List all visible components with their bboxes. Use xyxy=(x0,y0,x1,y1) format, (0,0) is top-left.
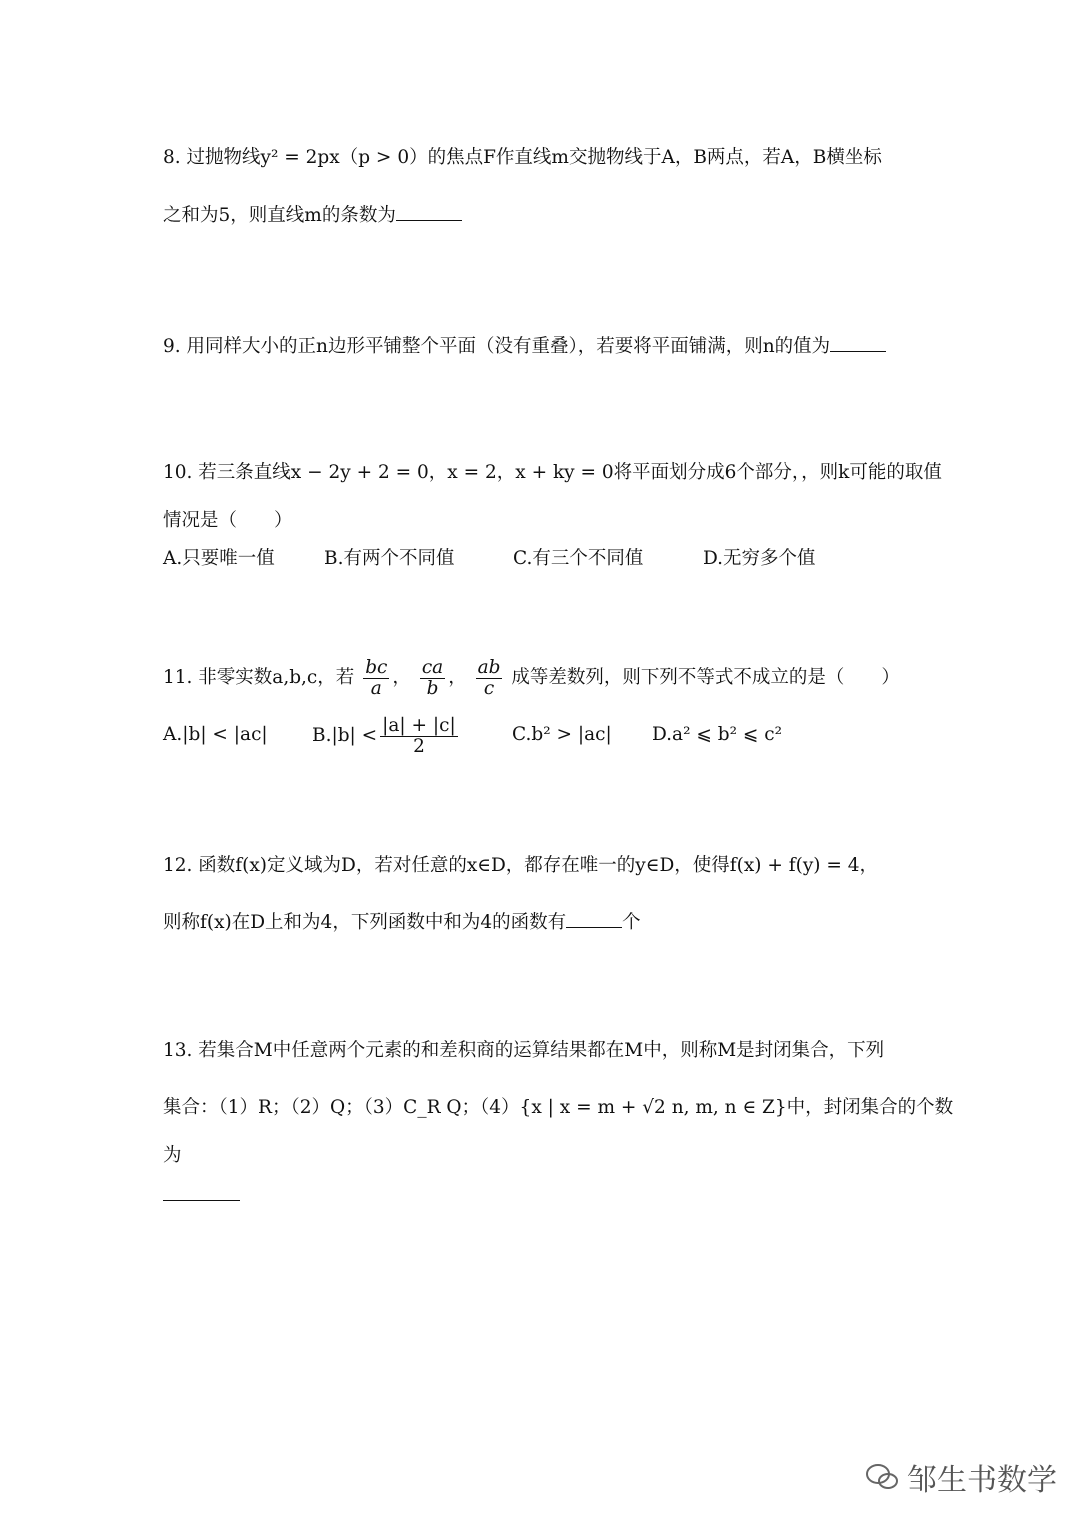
numerator: |a| + |c| xyxy=(382,714,456,736)
fraction xyxy=(380,716,458,757)
fraction xyxy=(476,658,503,699)
answer-blank xyxy=(163,1180,240,1201)
q9-text: 9. 用同样大小的正n边形平铺整个平面（没有重叠），若要将平面铺满，则n的值为 xyxy=(163,336,831,357)
q11-option-b xyxy=(312,712,461,760)
answer-blank xyxy=(566,909,622,928)
q8-line1: 8. 过抛物线y² = 2px（p > 0）的焦点F作直线m交抛物线于A，B两点，若A，B横坐标 xyxy=(163,147,882,168)
q11-option-a: A.|b| < |ac| xyxy=(163,724,268,745)
denominator: b xyxy=(426,677,439,699)
q10-option-d: D.无穷多个值 xyxy=(703,548,816,569)
answer-blank xyxy=(396,202,462,221)
watermark-text: 邹生书数学 xyxy=(907,1463,1057,1498)
q12-line2 xyxy=(163,909,641,935)
q11-option-d: D.a² ⩽ b² ⩽ c² xyxy=(652,724,783,745)
sep: ， xyxy=(392,667,411,688)
denominator: c xyxy=(483,677,495,699)
numerator: bc xyxy=(365,656,388,678)
denominator: 2 xyxy=(413,735,425,757)
q13-line1: 13. 若集合M中任意两个元素的和差积商的运算结果都在M中，则称M是封闭集合，下列 xyxy=(163,1040,885,1061)
fraction xyxy=(363,658,389,699)
q10-option-c: C.有三个不同值 xyxy=(513,548,644,569)
q10-option-a: A.只要唯一值 xyxy=(163,548,275,569)
denominator: a xyxy=(370,677,382,699)
numerator: ab xyxy=(477,656,501,678)
q9-line1 xyxy=(163,333,886,359)
watermark xyxy=(865,1455,1057,1499)
q12-unit: 个 xyxy=(622,912,641,933)
numerator: ca xyxy=(421,656,444,678)
q11-prefix: 11. 非零实数a,b,c，若 xyxy=(163,667,355,688)
sep: ， xyxy=(448,667,467,688)
q13-line2: 集合：（1）R；（2）Q；（3）C_R Q；（4）{x | x = m + √2 n, m, n ∈ Z}中，封闭集合的个数 xyxy=(163,1097,954,1118)
q10-line2: 情况是（ ） xyxy=(163,510,293,531)
option-b-label: B.|b| < xyxy=(312,725,378,746)
wechat-icon xyxy=(865,1462,899,1492)
q8-line2 xyxy=(163,202,462,228)
fraction xyxy=(420,658,445,699)
q13-line3: 为 xyxy=(163,1145,182,1166)
q10-option-b: B.有两个不同值 xyxy=(324,548,455,569)
q12-text: 则称f(x)在D上和为4，下列函数中和为4的函数有 xyxy=(163,912,567,933)
q11-option-c: C.b² > |ac| xyxy=(512,724,612,745)
q12-line1: 12. 函数f(x)定义域为D，若对任意的x∈D，都存在唯一的y∈D，使得f(x) + f(y) = 4， xyxy=(163,855,879,876)
q8-text: 之和为5，则直线m的条数为 xyxy=(163,205,396,226)
answer-blank xyxy=(830,333,886,352)
q10-line1: 10. 若三条直线x − 2y + 2 = 0，x = 2，x + ky = 0将平面划分成6个部分，，则k可能的取值 xyxy=(163,462,942,483)
q11-line1 xyxy=(163,654,900,702)
q11-suffix: 成等差数列，则下列不等式不成立的是（ ） xyxy=(511,667,900,688)
